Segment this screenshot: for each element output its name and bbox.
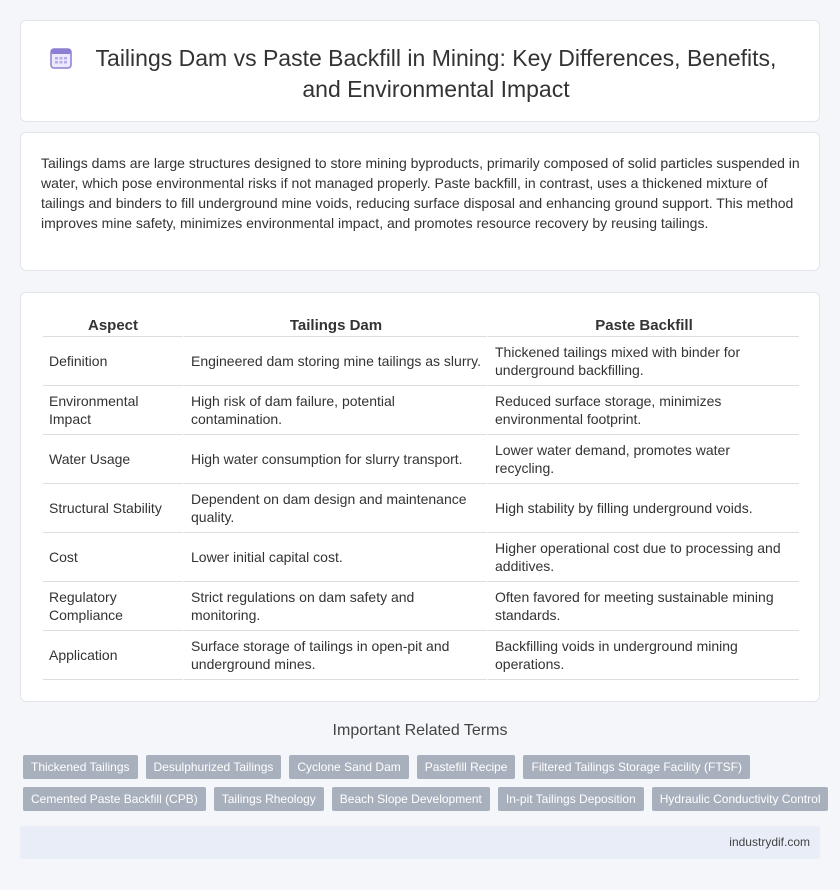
table-cell: Structural Stability xyxy=(43,484,183,533)
tag-link[interactable]: Pastefill Recipe xyxy=(417,755,516,779)
table-cell: Application xyxy=(43,631,183,680)
table-cell: Engineered dam storing mine tailings as slurry. xyxy=(183,337,487,386)
tag-row xyxy=(23,787,823,811)
table-row xyxy=(43,435,799,484)
table-cell: Higher operational cost due to processing and additives. xyxy=(487,533,799,582)
related-terms-list xyxy=(23,755,823,819)
related-terms-heading: Important Related Terms xyxy=(332,722,508,739)
table-cell: High stability by filling underground voids. xyxy=(487,484,799,533)
tag-row xyxy=(23,755,823,779)
footer-site-link[interactable]: industrydif.com xyxy=(729,835,810,849)
table-header-row xyxy=(43,315,799,337)
table-cell: Often favored for meeting sustainable mining standards. xyxy=(487,582,799,631)
table-cell: High water consumption for slurry transport. xyxy=(183,435,487,484)
table-cell: Backfilling voids in underground mining operations. xyxy=(487,631,799,680)
table-cell: Thickened tailings mixed with binder for underground backfilling. xyxy=(487,337,799,386)
comparison-card xyxy=(20,292,820,702)
table-row xyxy=(43,337,799,386)
table-cell: High risk of dam failure, potential contamination. xyxy=(183,386,487,435)
table-cell: Lower water demand, promotes water recycling. xyxy=(487,435,799,484)
title-card xyxy=(20,20,820,122)
table-cell: Regulatory Compliance xyxy=(43,582,183,631)
tag-link[interactable]: Hydraulic Conductivity Control xyxy=(652,787,829,811)
table-cell: Strict regulations on dam safety and monitoring. xyxy=(183,582,487,631)
tag-link[interactable]: Beach Slope Development xyxy=(332,787,490,811)
header-tailings-dam: Tailings Dam xyxy=(183,315,487,337)
comparison-table xyxy=(43,315,799,680)
header-paste-backfill: Paste Backfill xyxy=(487,315,799,337)
table-row xyxy=(43,484,799,533)
footer xyxy=(20,826,820,859)
table-cell: Cost xyxy=(43,533,183,582)
tag-link[interactable]: Filtered Tailings Storage Facility (FTSF) xyxy=(523,755,750,779)
table-row xyxy=(43,533,799,582)
table-cell: Surface storage of tailings in open-pit and underground mines. xyxy=(183,631,487,680)
tag-link[interactable]: Cyclone Sand Dam xyxy=(289,755,408,779)
table-cell: Lower initial capital cost. xyxy=(183,533,487,582)
tag-link[interactable]: Thickened Tailings xyxy=(23,755,138,779)
table-cell: Environmental Impact xyxy=(43,386,183,435)
table-cell: Dependent on dam design and maintenance quality. xyxy=(183,484,487,533)
table-cell: Definition xyxy=(43,337,183,386)
header-aspect: Aspect xyxy=(43,315,183,337)
table-cell: Reduced surface storage, minimizes environmental footprint. xyxy=(487,386,799,435)
table-row xyxy=(43,386,799,435)
tag-link[interactable]: Desulphurized Tailings xyxy=(146,755,282,779)
tag-link[interactable]: In-pit Tailings Deposition xyxy=(498,787,644,811)
tag-link[interactable]: Tailings Rheology xyxy=(214,787,324,811)
table-row xyxy=(43,631,799,680)
table-row xyxy=(43,582,799,631)
tag-link[interactable]: Cemented Paste Backfill (CPB) xyxy=(23,787,206,811)
page-title: Tailings Dam vs Paste Backfill in Mining: Key Differences, Benefits, and Environmental Impact xyxy=(95,45,777,102)
intro-card xyxy=(20,132,820,271)
intro-paragraph: Tailings dams are large structures designed to store mining byproducts, primarily composed of solid particles suspended in water, which pose environmental risks if not managed properly. Paste backfill, in contrast, uses a thickened mixture of tailings and binders to fill underground mine voids, reducing surface disposal and enhancing ground support. This method improves mine safety, minimizes environmental impact, and promotes resource recovery by reusing tailings. xyxy=(41,155,800,231)
table-cell: Water Usage xyxy=(43,435,183,484)
